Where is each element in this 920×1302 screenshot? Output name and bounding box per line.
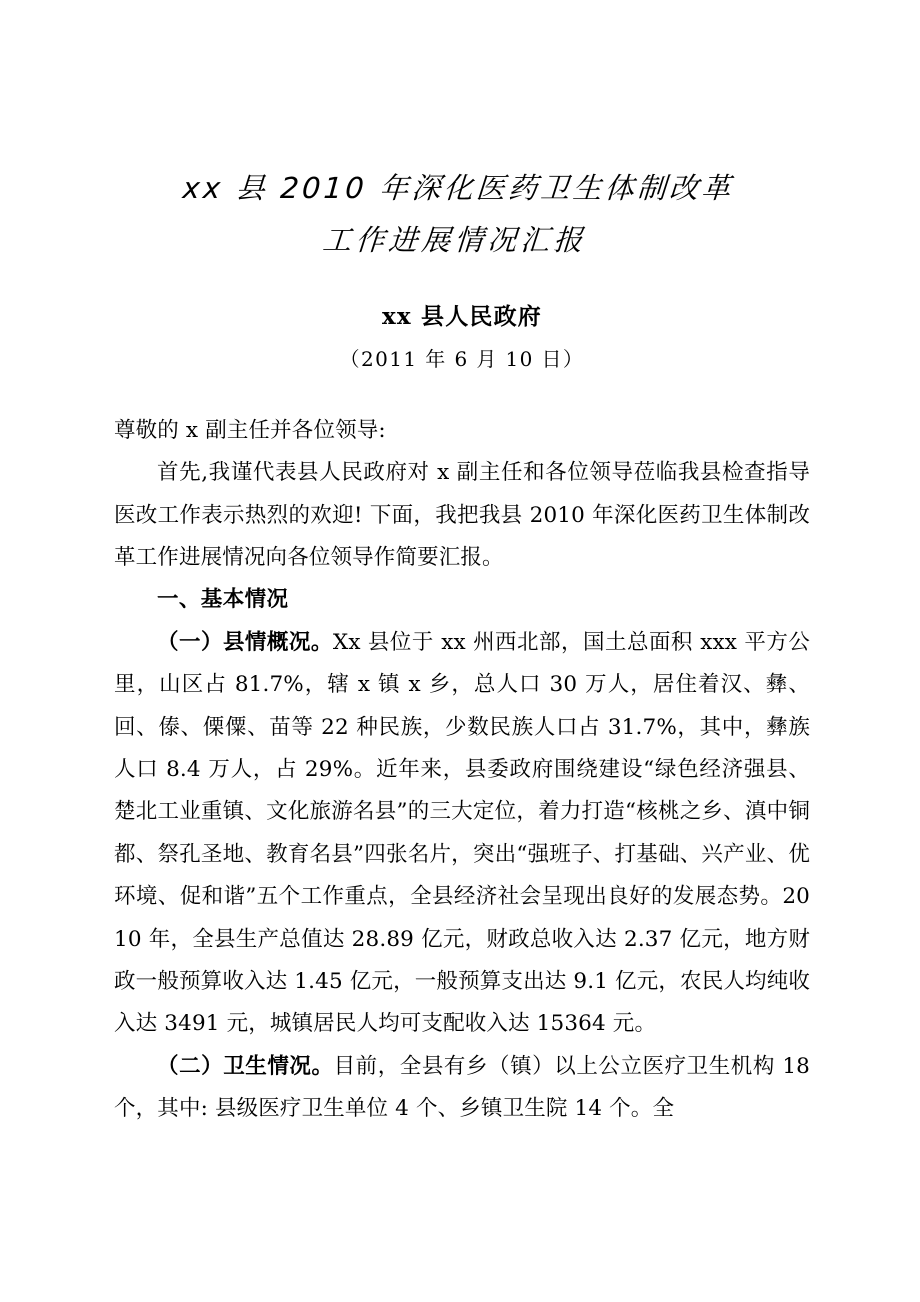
document-title bbox=[105, 0, 820, 266]
issue-date: （2011 年 6 月 10 日） bbox=[339, 346, 585, 371]
subsection-two-text: 目前，全县有乡（镇）以上公立医疗卫生机构 18 个，其中: 县级医疗卫生单位 4 个、乡镇卫生院 14 个。全 bbox=[114, 1053, 810, 1122]
issuing-authority: xx 县人民政府 bbox=[381, 303, 543, 331]
document-title-line-1: xx 县 2010 年深化医药卫生体制改革 bbox=[181, 171, 735, 205]
subsection-one-paragraph bbox=[114, 622, 810, 1046]
subsection-two-paragraph bbox=[114, 1046, 810, 1131]
document-title-line-2: 工作进展情况汇报 bbox=[321, 222, 588, 257]
subsection-one-text: Xx 县位于 xx 州西北部，国土总面积 xxx 平方公里，山区占 81.7%，辖 x 镇 x 乡，总人口 30 万人，居住着汉、彝、回、傣、傈僳、苗等 22 种民族，少数民族人口占 31.7%，其中，彝族人口 8.4 万人，占 29%。近年来，县委政府围绕建设“绿色经济强县、楚北工业重镇、文化旅游名县”的三大定位，着力打造“核桃之乡、滇中铜都、祭孔圣地、教育名县”四张名片，突出“强班子、打基础、兴产业、优环境、促和谐”五个工作重点，全县经济社会呈现出良好的发展态势。2010 年，全县生产总值达 28.89 亿元，财政总收入达 2.37 亿元，地方财政一般预算收入达 1.45 亿元，一般预算支出达 9.1 亿元，农民人均纯收入达 3491 元，城镇居民人均可支配收入达 15364 元。 bbox=[114, 629, 810, 1037]
subsection-one-lead: （一）县情概况。 bbox=[157, 629, 333, 655]
salutation-line: 尊敬的 x 副主任并各位领导: bbox=[114, 417, 386, 443]
page-content-column bbox=[114, 0, 810, 1131]
subsection-two-lead: （二）卫生情况。 bbox=[157, 1053, 334, 1079]
section-heading-one: 一、基本情况 bbox=[157, 587, 289, 613]
document-body bbox=[114, 374, 810, 1131]
opening-paragraph: 首先,我谨代表县人民政府对 x 副主任和各位领导莅临我县检查指导医改工作表示热烈的欢迎! 下面，我把我县 2010 年深化医药卫生体制改革工作进展情况向各位领导作简要汇报。 bbox=[114, 460, 810, 570]
